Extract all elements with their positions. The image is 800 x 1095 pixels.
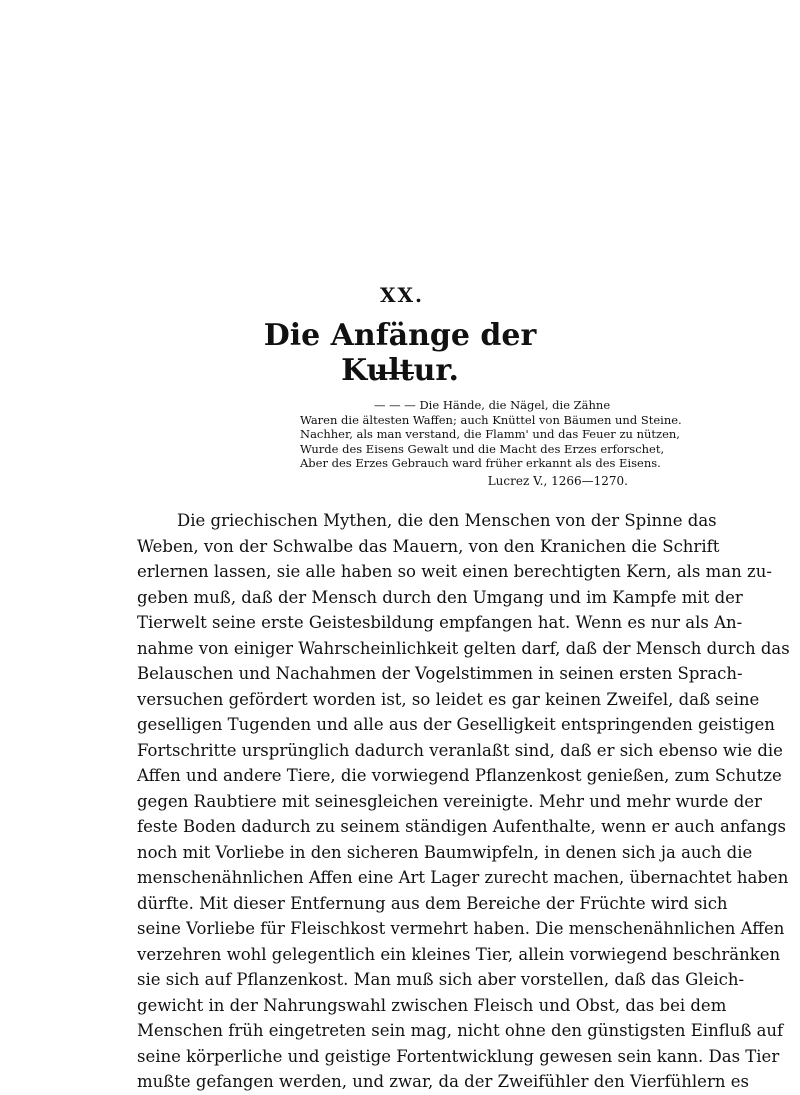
chapter-title: Die Anfänge der Kultur.	[263, 318, 537, 388]
body-line: Menschen früh eingetreten sein mag, nicht ohne den günstigsten Einfluß auf	[137, 1021, 784, 1040]
epigraph-line: — — — Die Hände, die Nägel, die Zähne	[374, 398, 611, 412]
body-line: Belauschen und Nachahmen der Vogelstimmen in seinen ersten Sprach-	[137, 664, 743, 683]
body-line: nahme von einiger Wahrscheinlichkeit gelten darf, daß der Mensch durch das	[137, 638, 790, 658]
body-line: mußte gefangen werden, und zwar, da der Zweifühler den Vierfühlern es	[137, 1072, 749, 1091]
body-line: erlernen lassen, sie alle haben so weit einen berechtigten Kern, als man zu-	[137, 562, 772, 581]
body-line: menschenähnlichen Affen eine Art Lager zurecht machen, übernachtet haben	[137, 868, 789, 887]
epigraph-line: Waren die ältesten Waffen; auch Knüttel von Bäumen und Steine.	[300, 412, 682, 427]
body-line: verzehren wohl gelegentlich ein kleines Tier, allein vorwiegend beschränken	[137, 944, 781, 964]
body-line: seine Vorliebe für Fleischkost vermehrt haben. Die menschenähnlichen Affen	[137, 919, 785, 938]
body-line: seine körperliche und geistige Fortentwicklung gewesen sein kann. Das Tier	[137, 1046, 780, 1066]
body-line: feste Boden dadurch zu seinem ständigen Aufenthalte, wenn er auch anfangs	[137, 817, 787, 836]
body-line: geselligen Tugenden und alle aus der Geselligkeit entspringenden geistigen	[137, 715, 775, 734]
epigraph-source: Lucrez V., 1266—1270.	[487, 473, 628, 488]
body-line: Tierwelt seine erste Geistesbildung empfangen hat. Wenn es nur als An-	[137, 613, 743, 632]
body-text	[137, 508, 790, 1091]
body-line: Die griechischen Mythen, die den Menschen von der Spinne das	[177, 511, 717, 530]
body-line: noch mit Vorliebe in den sicheren Baumwipfeln, in denen sich ja auch die	[137, 842, 753, 862]
body-line: gegen Raubtiere mit seinesgleichen vereinigte. Mehr und mehr wurde der	[137, 791, 762, 811]
epigraph-line: Aber des Erzes Gebrauch ward früher erkannt als des Eisens.	[300, 456, 661, 470]
body-line: dürfte. Mit dieser Entfernung aus dem Bereiche der Früchte wird sich	[137, 893, 728, 913]
body-line: geben muß, daß der Mensch durch den Umgang und im Kampfe mit der	[137, 587, 743, 607]
body-line: Weben, von der Schwalbe das Mauern, von den Kranichen die Schrift	[137, 536, 720, 556]
body-line: versuchen gefördert worden ist, so leidet es gar keinen Zweifel, daß seine	[137, 689, 760, 709]
body-line: Fortschritte ursprünglich dadurch veranlaßt sind, daß er sich ebenso wie die	[137, 740, 783, 760]
body-line: sie sich auf Pflanzenkost. Man muß sich aber vorstellen, daß das Gleich-	[137, 970, 745, 989]
title-divider	[376, 372, 414, 374]
body-line: gewicht in der Nahrungswahl zwischen Fleisch und Obst, das bei dem	[137, 995, 727, 1015]
epigraph	[300, 398, 690, 488]
epigraph-line: Nachher, als man verstand, die Flamm' und das Feuer zu nützen,	[300, 427, 680, 441]
body-line: Affen und andere Tiere, die vorwiegend Pflanzenkost genießen, zum Schutze	[137, 766, 782, 785]
epigraph-line: Wurde des Eisens Gewalt und die Macht des Erzes erforschet,	[300, 441, 665, 456]
chapter-number: XX.	[380, 283, 424, 307]
